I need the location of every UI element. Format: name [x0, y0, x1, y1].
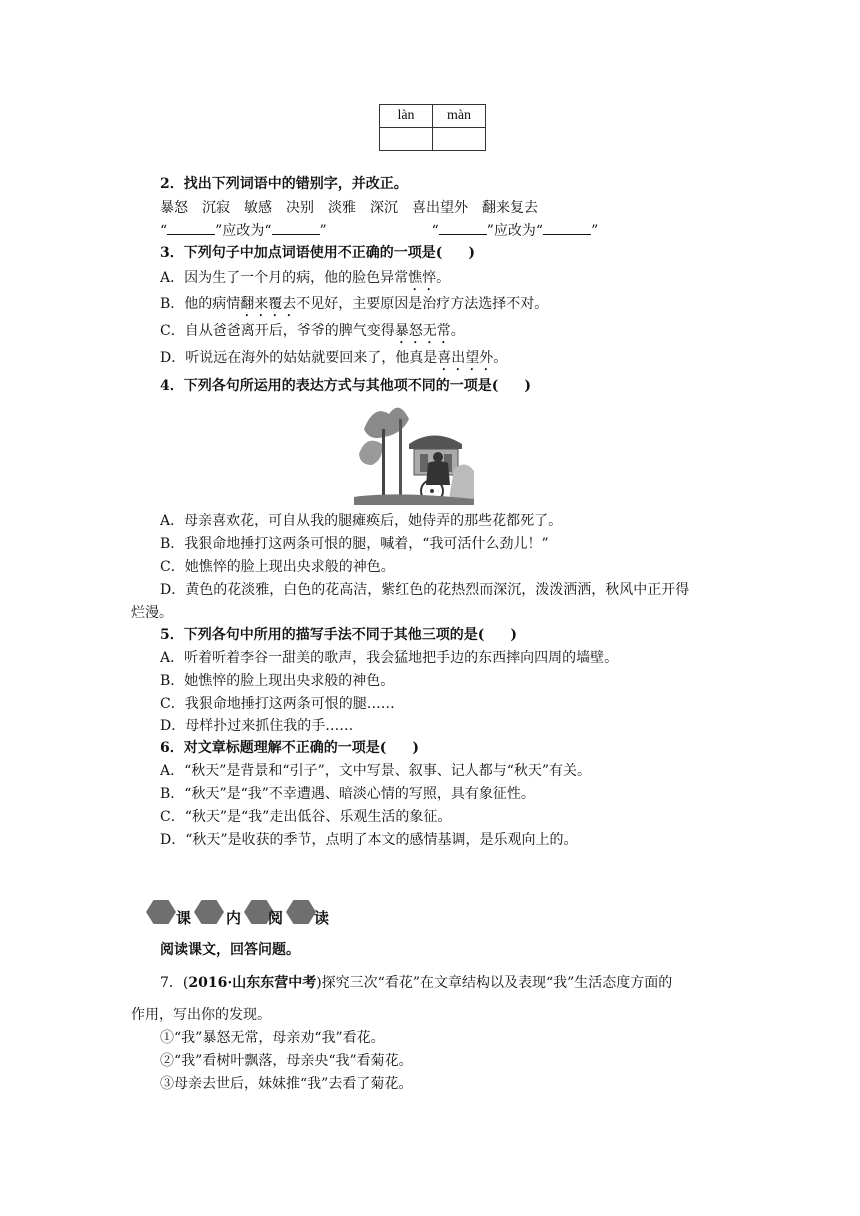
- fill-mid: ”应改为“: [486, 223, 544, 239]
- answer-cell[interactable]: [380, 128, 433, 151]
- q6-title: [160, 738, 419, 758]
- q7-title: [160, 973, 672, 993]
- paren-close: ): [510, 627, 517, 643]
- blank-correct-char[interactable]: [543, 220, 591, 235]
- q4-option-c[interactable]: C．她憔悴的脸上现出央求般的神色。: [160, 559, 395, 575]
- quote-close: ”: [591, 223, 599, 239]
- q4-option-d-cont: 烂漫。: [131, 605, 173, 621]
- hexagon-icon: [286, 900, 316, 924]
- banner-char: 课: [176, 909, 192, 927]
- option-text: 不见好，主要原因是治疗方法选择不对。: [296, 296, 549, 312]
- q2-words: 暴怒 沉寂 敏感 决别 淡雅 深沉 喜出望外 翻来复去: [160, 200, 538, 216]
- dotted-word: 暴怒无常: [394, 323, 451, 339]
- quote-open: “: [160, 223, 168, 239]
- q3-option-a[interactable]: [160, 268, 450, 294]
- paren-close: ): [524, 378, 531, 394]
- option-text: 。: [450, 323, 465, 339]
- q7-item-2: ②“我”看树叶飘落，母亲央“我”看菊花。: [160, 1053, 413, 1069]
- q3-option-d[interactable]: [160, 348, 507, 374]
- q6-option-c[interactable]: C．“秋天”是“我”走出低谷、乐观生活的象征。: [160, 809, 452, 825]
- option-text: C．自从爸爸离开后，爷爷的脾气变得: [160, 323, 395, 339]
- wheelchair-illustration: [354, 399, 474, 505]
- q7-item-1: ①“我”暴怒无常，母亲劝“我”看花。: [160, 1030, 385, 1046]
- q6-option-b[interactable]: B．“秋天”是“我”不幸遭遇、暗淡心情的写照，具有象征性。: [160, 786, 535, 802]
- q7-item-3: ③母亲去世后，妹妹推“我”去看了菊花。: [160, 1076, 413, 1092]
- q5-option-c[interactable]: C．我狠命地捶打这两条可恨的腿……: [160, 696, 395, 712]
- option-text: 。: [493, 350, 508, 366]
- q6-option-a[interactable]: A．“秋天”是背景和“引子”，文中写景、叙事、记人都与“秋天”有关。: [160, 763, 592, 779]
- banner-char: 内: [226, 909, 242, 927]
- q3-option-c[interactable]: [160, 321, 465, 347]
- q3-option-b[interactable]: [160, 294, 548, 320]
- q7-title-cont: 作用，写出你的发现。: [131, 1007, 271, 1023]
- q7-source: 2016·山东东营中考: [188, 975, 317, 991]
- blank-wrong-char[interactable]: [167, 220, 215, 235]
- q5-title-text: 5．下列各句中所用的描写手法不同于其他三项的是(: [160, 627, 485, 643]
- blank-correct-char[interactable]: [272, 220, 320, 235]
- option-text: 。: [436, 270, 451, 286]
- reading-instruction: 阅读课文，回答问题。: [160, 942, 300, 958]
- dotted-word: 憔悴: [408, 270, 437, 286]
- q4-option-d[interactable]: D．黄色的花淡雅，白色的花高洁，紫红色的花热烈而深沉，泼泼洒洒，秋风中正开得: [160, 582, 690, 598]
- banner-char: 读: [314, 909, 330, 927]
- paren-close: ): [412, 740, 419, 756]
- hexagon-icon: [146, 900, 176, 924]
- blank-wrong-char[interactable]: [439, 220, 487, 235]
- q6-title-text: 6．对文章标题理解不正确的一项是(: [160, 740, 387, 756]
- quote-close: ”: [319, 223, 327, 239]
- q2-fill-line: [160, 220, 598, 241]
- q6-option-d[interactable]: D．“秋天”是收获的季节，点明了本文的感情基调，是乐观向上的。: [160, 832, 578, 848]
- hexagon-icon: [194, 900, 224, 924]
- quote-open: “: [431, 223, 439, 239]
- q4-title-text: 4．下列各句所运用的表达方式与其他项不同的一项是(: [160, 378, 499, 394]
- q7-text: )探究三次“看花”在文章结构以及表现“我”生活态度方面的: [316, 975, 673, 991]
- pinyin-table: [379, 104, 486, 151]
- q4-title: [160, 376, 531, 396]
- q3-title-text: 3．下列句子中加点词语使用不正确的一项是(: [160, 245, 443, 261]
- banner-char: 阅: [268, 909, 284, 927]
- fill-mid: ”应改为“: [215, 223, 272, 239]
- paren-close: ): [468, 245, 475, 261]
- option-text: B．他的病情: [160, 296, 241, 312]
- pinyin-cell: làn: [380, 105, 433, 128]
- q5-title: [160, 625, 517, 645]
- option-text: A．因为生了一个月的病，他的脸色异常: [160, 270, 409, 286]
- q5-option-b[interactable]: B．她憔悴的脸上现出央求般的神色。: [160, 673, 395, 689]
- answer-cell[interactable]: [433, 128, 486, 151]
- q5-option-d[interactable]: D．母样扑过来抓住我的手……: [160, 718, 354, 734]
- q4-option-b[interactable]: B．我狠命地捶打这两条可恨的腿，喊着，“我可活什么劲儿！”: [160, 536, 549, 552]
- q7-number: 7．(: [160, 975, 189, 991]
- q2-title: 2．找出下列词语中的错别字，并改正。: [160, 176, 408, 192]
- dotted-word: 翻来覆去: [240, 296, 297, 312]
- q5-option-a[interactable]: A．听着听着李谷一甜美的歌声，我会猛地把手边的东西摔向四周的墙壁。: [160, 650, 619, 666]
- pinyin-cell: màn: [433, 105, 486, 128]
- q4-option-a[interactable]: A．母亲喜欢花，可自从我的腿瘫痪后，她侍弄的那些花都死了。: [160, 513, 563, 529]
- option-text: D．听说远在海外的姑姑就要回来了，他真是: [160, 350, 438, 366]
- dotted-word: 喜出望外: [437, 350, 494, 366]
- q3-title: [160, 243, 475, 263]
